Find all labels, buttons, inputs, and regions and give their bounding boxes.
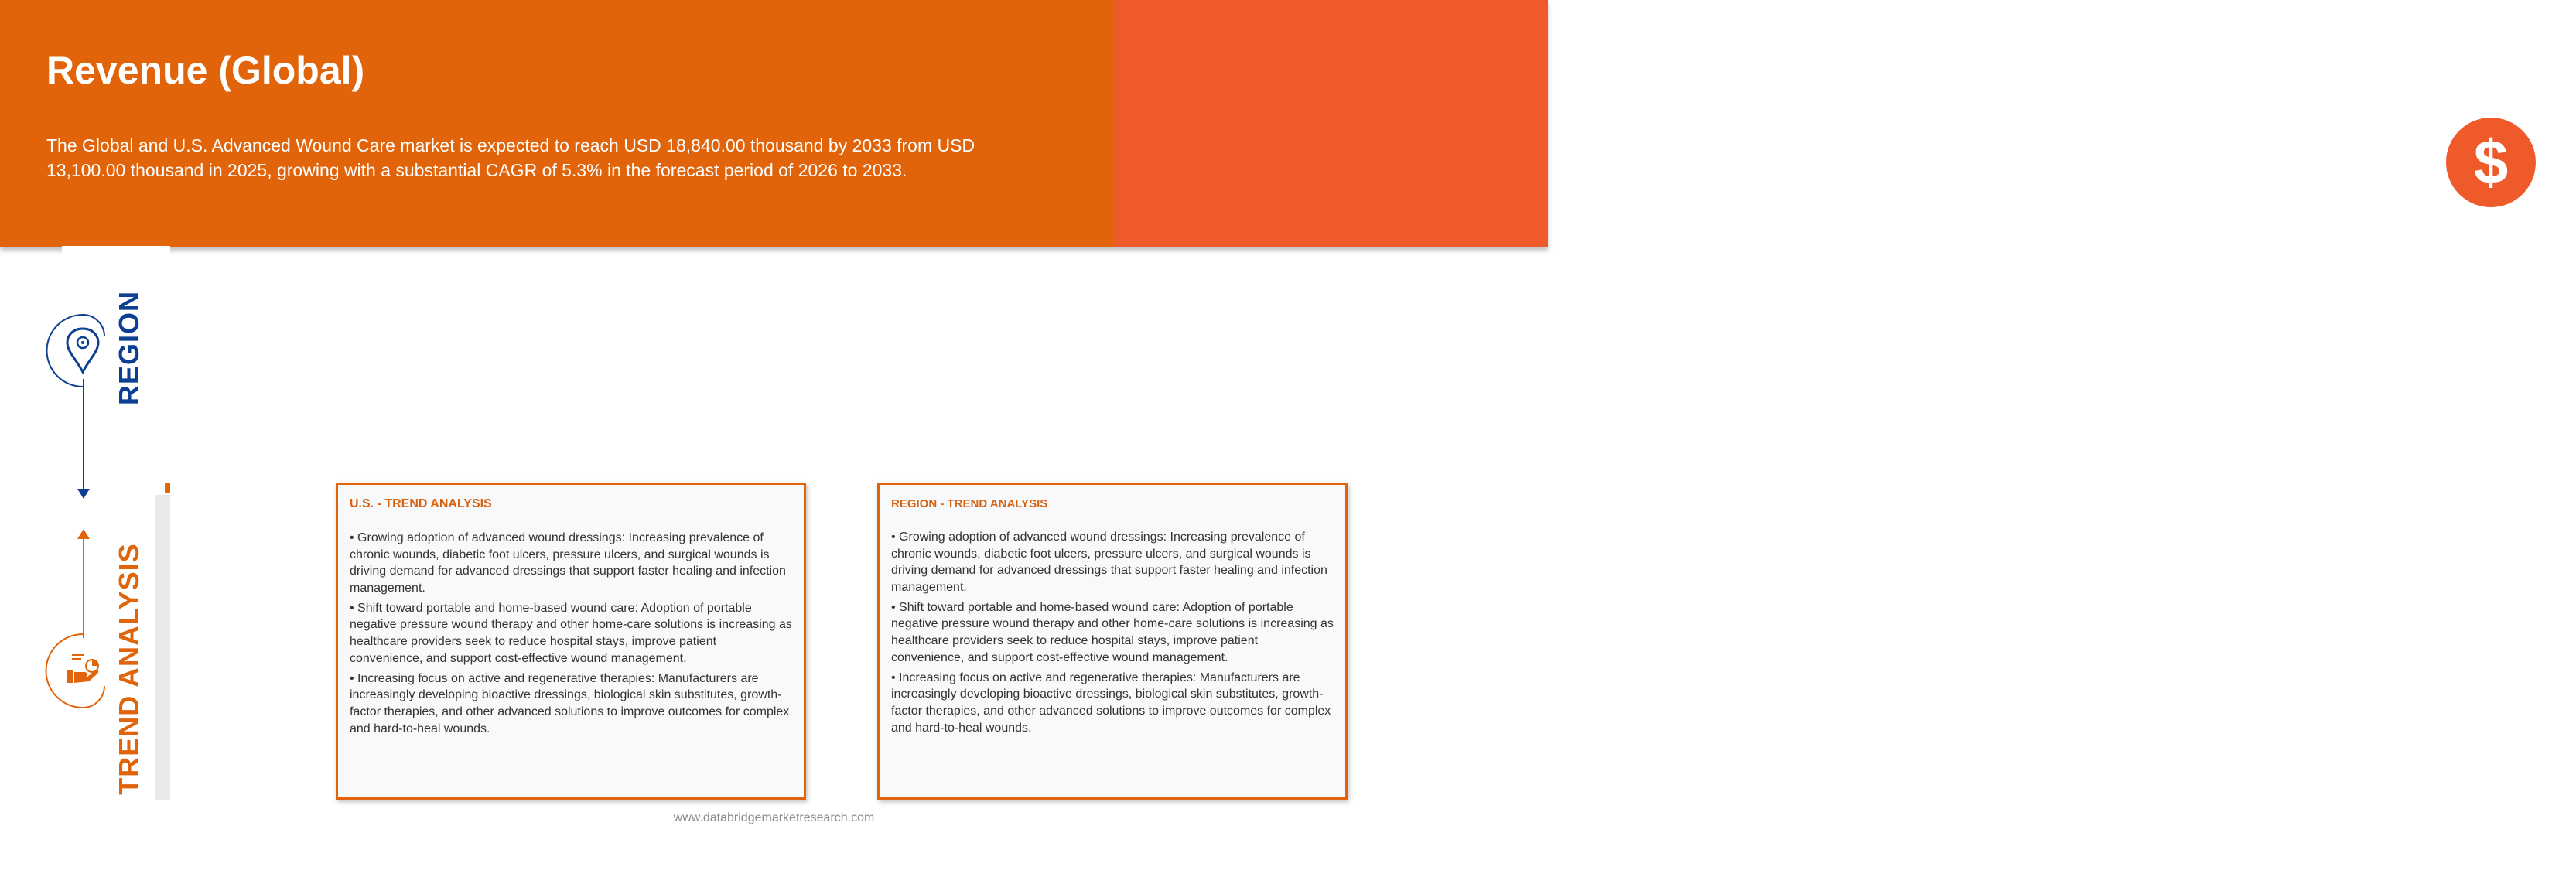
region-trend-bullet: • Shift toward portable and home-based wound care: Adoption of portable negative pressure wound therapy and other home-care solutions is increasing as healthcare providers seek to reduce hospital stays, improve patient convenience, and support cost-effective wound management.	[891, 600, 1334, 664]
region-trend-connector	[58, 379, 108, 642]
us-trend-bullet: • Growing adoption of advanced wound dressings: Increasing prevalence of chronic wounds, diabetic foot ulcers, pressure ulcers, and surgical wounds is driving demand for advanced dressings that support faster healing and infection management.	[350, 531, 786, 595]
header-banner	[0, 0, 2509, 247]
svg-text:$: $	[2473, 128, 2509, 196]
footer-url: www.databridgemarketresearch.com	[673, 811, 875, 824]
hand-chart-icon	[58, 630, 108, 708]
region-trend-bullet: • Increasing focus on active and regenerative therapies: Manufacturers are increasingly developing bioactive dressings, biological skin substitutes, growth-factor therapies, and other advanced solutions to improve outcomes for complex and hard-to-heal wounds.	[891, 670, 1331, 735]
page-title: Revenue (Global)	[46, 49, 365, 92]
region-trend-card	[877, 483, 1348, 800]
header-tab-notch	[62, 246, 170, 257]
us-trend-bullet: • Increasing focus on active and regenerative therapies: Manufacturers are increasingly developing bioactive dressings, biological skin substitutes, growth-factor therapies, and other advanced solutions to improve outcomes for complex and hard-to-heal wounds.	[350, 671, 790, 735]
sidebar-divider-bar	[155, 495, 170, 800]
region-trend-card-title: REGION - TREND ANALYSIS	[891, 497, 1048, 510]
trend-analysis-section-label: TREND ANALYSIS	[113, 543, 145, 795]
us-trend-card	[336, 483, 806, 800]
us-trend-card-title: U.S. - TREND ANALYSIS	[350, 497, 492, 510]
region-section-label: REGION	[113, 290, 145, 406]
us-trend-bullet: • Shift toward portable and home-based wound care: Adoption of portable negative pressure wound therapy and other home-care solutions is increasing as healthcare providers seek to reduce hospital stays, improve patient convenience, and support cost-effective wound management.	[350, 601, 792, 665]
market-summary: The Global and U.S. Advanced Wound Care market is expected to reach USD 18,840.00 thousand by 2033 from USD 13,100.00 thousand in 2025, growing with a substantial CAGR of 5.3% in the forecast period of 2026 to 2033.	[46, 135, 975, 180]
accent-tick	[165, 483, 170, 493]
revenue-chart-dollar-icon	[2328, 23, 2576, 247]
header-icon-panel	[1114, 0, 2509, 247]
location-pin-icon	[58, 313, 108, 387]
region-trend-bullet: • Growing adoption of advanced wound dressings: Increasing prevalence of chronic wounds, diabetic foot ulcers, pressure ulcers, and surgical wounds is driving demand for advanced dressings that support faster healing and infection management.	[891, 531, 1327, 594]
